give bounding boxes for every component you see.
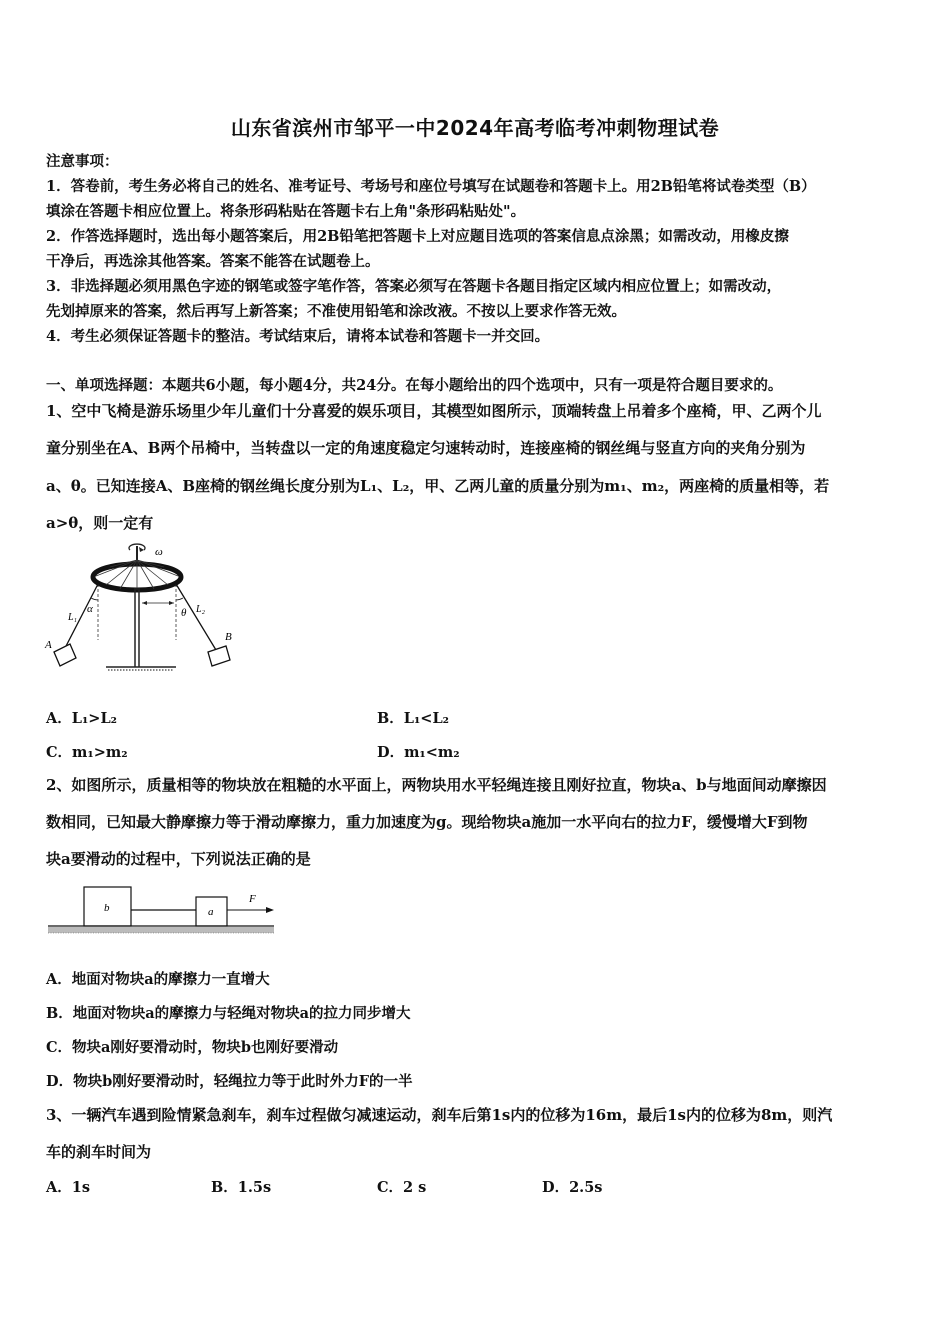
q1-text: a>θ，则一定有 — [46, 514, 154, 532]
notice-line: 2．作答选择题时，选出每小题答案后，用2B铅笔把答题卡上对应题目选项的答案信息点涂黑；如需改动，用橡皮擦 — [46, 228, 789, 245]
q2-option-b[interactable]: B．地面对物块a的摩擦力与轻绳对物块a的拉力同步增大 — [46, 1005, 411, 1022]
q1-option-a[interactable]: A．L₁>L₂ — [46, 710, 117, 727]
q3-text: 3、一辆汽车遇到险情紧急刹车，刹车过程做匀减速运动，刹车后第1s内的位移为16m，最后1s内的位移为8m，则汽 — [46, 1106, 833, 1124]
q1-text: 1、空中飞椅是游乐场里少年儿童们十分喜爱的娱乐项目，其模型如图所示，顶端转盘上吊着多个座椅，甲、乙两个儿 — [46, 402, 822, 420]
q1-text: a、θ。已知连接A、B座椅的钢丝绳长度分别为L₁、L₂，甲、乙两儿童的质量分别为m₁、m₂，两座椅的质量相等，若 — [46, 477, 830, 495]
q2-option-a[interactable]: A．地面对物块a的摩擦力一直增大 — [46, 971, 270, 988]
notice-line: 先划掉原来的答案，然后再写上新答案；不准使用铅笔和涂改液。不按以上要求作答无效。 — [46, 303, 626, 320]
q2-option-d[interactable]: D．物块b刚好要滑动时，轻绳拉力等于此时外力F的一半 — [46, 1073, 413, 1090]
notice-line: 干净后，再选涂其他答案。答案不能答在试题卷上。 — [46, 253, 380, 270]
q1-option-c[interactable]: C．m₁>m₂ — [46, 744, 128, 761]
q1-text: 童分别坐在A、B两个吊椅中，当转盘以一定的角速度稳定匀速转动时，连接座椅的钢丝绳与竖直方向的夹角分别为 — [46, 439, 806, 457]
q2-option-c[interactable]: C．物块a刚好要滑动时，物块b也刚好要滑动 — [46, 1039, 339, 1056]
seat-b-label: B — [225, 631, 232, 643]
theta-label: θ — [181, 607, 187, 619]
q1-option-d[interactable]: D．m₁<m₂ — [377, 744, 460, 761]
alpha-label: α — [87, 603, 93, 615]
q3-option-a[interactable]: A．1s — [46, 1179, 91, 1196]
q3-text: 车的刹车时间为 — [46, 1143, 152, 1161]
blocks-figure — [44, 880, 279, 940]
q3-option-b[interactable]: B．1.5s — [211, 1179, 272, 1196]
q1-option-b[interactable]: B．L₁<L₂ — [377, 710, 449, 727]
force-f-label: F — [249, 893, 256, 905]
seat-a-label: A — [45, 639, 52, 651]
swing-ride-figure — [40, 540, 232, 680]
notice-line: 填涂在答题卡相应位置上。将条形码粘贴在答题卡右上角"条形码粘贴处"。 — [46, 203, 526, 220]
q2-text: 块a要滑动的过程中，下列说法正确的是 — [46, 850, 311, 868]
q3-option-c[interactable]: C．2 s — [377, 1179, 427, 1196]
q3-option-d[interactable]: D．2.5s — [542, 1179, 603, 1196]
notice-line: 3．非选择题必须用黑色字迹的钢笔或签字笔作答，答案必须写在答题卡各题目指定区域内相应位置上；如需改动， — [46, 278, 782, 295]
block-a-label: a — [208, 906, 214, 918]
notice-line: 4．考生必须保证答题卡的整洁。考试结束后，请将本试卷和答题卡一并交回。 — [46, 328, 550, 345]
q2-text: 2、如图所示，质量相等的物块放在粗糙的水平面上，两物块用水平轻绳连接且刚好拉直，物块a、b与地面间动摩擦因 — [46, 776, 827, 794]
l1-label: L₁ — [68, 612, 78, 623]
q2-text: 数相同，已知最大静摩擦力等于滑动摩擦力，重力加速度为g。现给物块a施加一水平向右的拉力F，缓慢增大F到物 — [46, 813, 808, 831]
section-heading: 一、单项选择题：本题共6小题，每小题4分，共24分。在每小题给出的四个选项中，只有一项是符合题目要求的。 — [46, 377, 783, 394]
page-title: 山东省滨州市邹平一中2024年高考临考冲刺物理试卷 — [230, 116, 720, 140]
l2-label: L₂ — [196, 604, 206, 615]
notice-line: 1．答卷前，考生务必将自己的姓名、准考证号、考场号和座位号填写在试题卷和答题卡上。用2B铅笔将试卷类型（B） — [46, 178, 816, 195]
notice-heading: 注意事项： — [46, 153, 119, 170]
omega-label: ω — [155, 546, 163, 558]
block-b-label: b — [104, 902, 110, 914]
